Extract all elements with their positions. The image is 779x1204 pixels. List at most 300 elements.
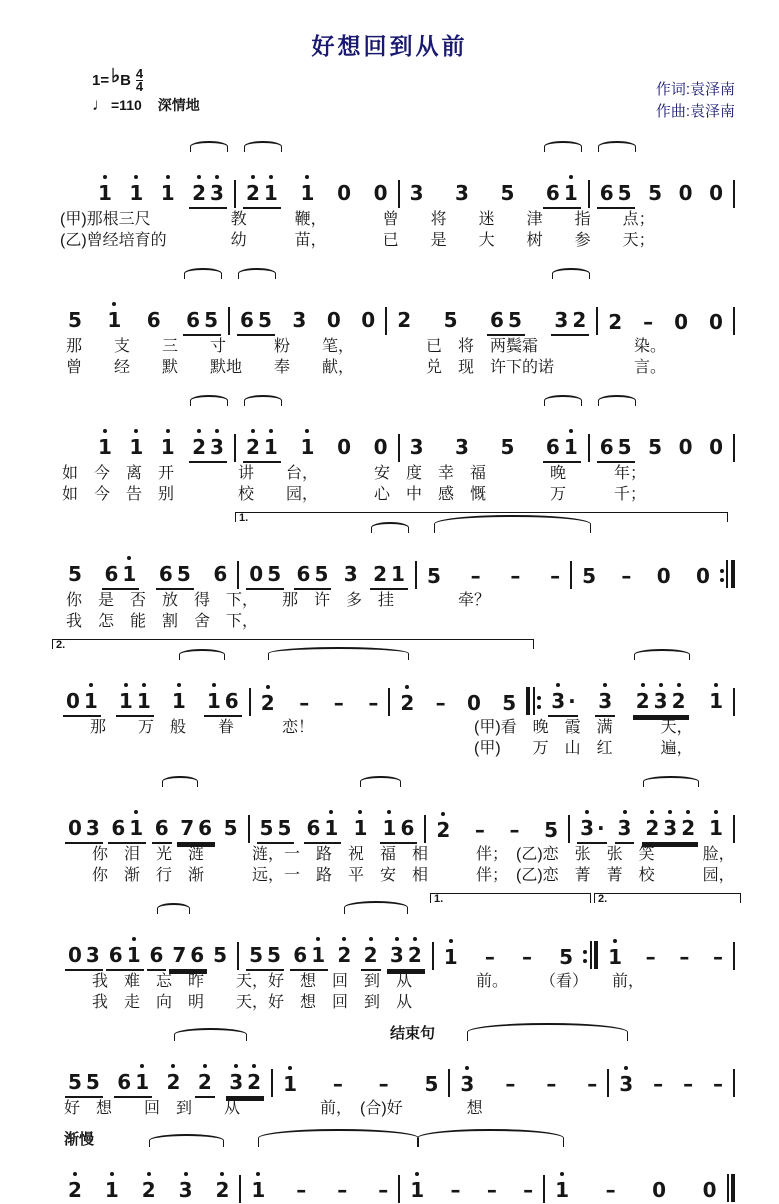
system [0, 1126, 735, 1204]
note: 1 [555, 1178, 570, 1202]
dash-note: – [486, 1178, 497, 1202]
note: 1 [98, 435, 112, 459]
dash-note: – [470, 564, 481, 588]
note-group [221, 816, 241, 842]
composer: 作曲:袁泽南 [655, 103, 735, 120]
note-group [394, 308, 414, 334]
note: 5 [617, 435, 632, 459]
note: 3 [210, 181, 224, 205]
note: 1 [171, 689, 186, 713]
measure [236, 181, 398, 209]
thin-bar [727, 1174, 729, 1202]
note-group [547, 564, 563, 590]
dash-note: – [523, 1178, 534, 1202]
note: 5 [176, 562, 191, 586]
system [0, 131, 735, 251]
note-group [102, 1178, 122, 1204]
note: 5 [500, 181, 515, 205]
note: 6 [599, 435, 614, 459]
note: 2 [166, 1070, 181, 1094]
note: 6 [293, 943, 308, 967]
note-group [126, 181, 146, 207]
note: 5 [502, 691, 517, 715]
dash-note: – [645, 945, 656, 969]
note: 1 [122, 562, 137, 586]
note-group [376, 1072, 392, 1098]
note-group [584, 1072, 600, 1098]
measure [239, 943, 432, 971]
slur-arc [179, 649, 225, 660]
note: 3 [663, 816, 678, 840]
note-group [246, 562, 284, 590]
note: 3 [85, 816, 100, 840]
note-group [248, 1178, 268, 1204]
measure [390, 691, 526, 717]
note-group [204, 689, 242, 717]
dash-note: – [435, 691, 446, 715]
slur-arc [162, 776, 198, 787]
volta-number: 2. [56, 639, 66, 651]
note: 2 [246, 181, 260, 205]
measure [417, 564, 570, 590]
note-group [499, 691, 519, 717]
note-group [507, 818, 523, 844]
note-group [324, 308, 344, 334]
note-group [407, 435, 427, 461]
note-group [63, 689, 101, 717]
repeat-barline [720, 561, 735, 589]
note: 1 [160, 181, 175, 205]
rest-note: 0 [656, 564, 671, 588]
note-group [421, 1072, 441, 1098]
barline [733, 1069, 735, 1097]
note-group [65, 1178, 85, 1204]
lyrics-line: (乙)曾经培育的 幼 苗， 已 是 大 树 参 天； [60, 232, 655, 249]
dot [720, 569, 724, 573]
note: 3 [554, 308, 569, 332]
slur-arc [258, 1129, 419, 1147]
dot-after-note: · [568, 689, 576, 713]
note-group [452, 181, 472, 207]
notes-row [0, 639, 735, 717]
note: 3 [653, 689, 668, 713]
measure [56, 689, 249, 717]
rest-note: 0 [702, 1178, 717, 1202]
note-group [605, 945, 625, 971]
note: 2 [397, 308, 412, 332]
note: 5 [544, 818, 559, 842]
key-signature [92, 67, 200, 93]
slur-arc [634, 649, 690, 660]
note-group [448, 1178, 464, 1204]
key-letter: B [120, 71, 131, 89]
lyrics-line: (甲)那根三尺 教 鞭， 曾 将 迷 津 指 点； [60, 211, 655, 228]
note-group [643, 945, 659, 971]
note: 6 [240, 308, 254, 332]
note-group [645, 435, 665, 461]
note: 3 [343, 562, 358, 586]
lyrics-line: 那 万 般 眷 恋！ (甲)看 晚 霞 满 天， [58, 719, 693, 736]
slur-arc [174, 1028, 247, 1041]
note: 1 [300, 435, 315, 459]
barline [733, 688, 735, 716]
measure [609, 1072, 733, 1098]
note-group [380, 816, 418, 844]
note: 1 [300, 181, 315, 205]
note: 6 [306, 816, 321, 840]
note: 5 [259, 816, 274, 840]
note: 7 [172, 943, 187, 967]
note: 2 [215, 1178, 230, 1202]
note-group [543, 1072, 559, 1098]
final-barline [727, 1175, 736, 1203]
rest-note: 0 [337, 181, 351, 205]
barline [733, 434, 735, 462]
note-group [482, 945, 498, 971]
measure [426, 818, 568, 844]
note-group [370, 562, 408, 590]
note-group [147, 943, 167, 971]
volta-bracket [430, 893, 591, 903]
dash-note: – [378, 1178, 389, 1202]
volta-bracket [235, 512, 728, 522]
rest-note: 0 [709, 310, 723, 334]
volta-bracket [52, 639, 534, 649]
measure [239, 562, 415, 590]
note-group [139, 1178, 159, 1204]
note-group [693, 564, 713, 590]
thick-bar [731, 560, 735, 588]
dash-note: – [605, 1178, 616, 1202]
note-group [387, 943, 425, 971]
thin-bar [533, 687, 535, 715]
note-group [226, 1070, 264, 1098]
dash-note: – [712, 1072, 723, 1096]
repeat-dots [720, 569, 724, 582]
note-group [243, 181, 281, 209]
note-group [407, 181, 427, 207]
thin-bar [590, 941, 592, 969]
measure [58, 1070, 271, 1098]
note-group [334, 435, 354, 461]
slur-arc [598, 395, 636, 406]
note: 5 [500, 435, 515, 459]
dot [583, 959, 587, 963]
song-title: 好想回到从前 [311, 34, 468, 59]
lyrics-line: 你 渐 行 渐 远，一 路 平 安 相 伴； (乙)恋 菁 菁 校 园， [92, 867, 735, 884]
note-group [158, 181, 178, 207]
note: 2 [141, 1178, 156, 1202]
note-group [290, 943, 328, 971]
note: 5 [507, 308, 522, 332]
note-group [371, 435, 391, 461]
system [0, 639, 735, 759]
measure [400, 435, 588, 463]
volta-number: 1. [434, 893, 444, 905]
note: 1 [104, 1178, 119, 1202]
note: 1 [443, 945, 458, 969]
note-group [706, 816, 726, 842]
note-group [507, 564, 523, 590]
lyrics-line: (甲) 万 山 红 遍， [58, 740, 693, 757]
rest-note: 0 [361, 308, 376, 332]
note-group [595, 689, 615, 717]
note: 3 [409, 181, 424, 205]
rest-note: 0 [678, 435, 693, 459]
note-group [618, 564, 634, 590]
note-group [556, 945, 576, 971]
dash-note: – [505, 1072, 516, 1096]
lyricist: 作词:袁泽南 [655, 81, 735, 98]
dash-note: – [509, 818, 520, 842]
note: 1 [129, 435, 144, 459]
note-group [371, 181, 391, 207]
measure [598, 310, 733, 336]
note: 1 [135, 1070, 150, 1094]
note-group [548, 689, 578, 717]
measure [400, 1178, 543, 1204]
note-group [334, 1178, 350, 1204]
rest-note: 0 [68, 943, 82, 967]
measure [273, 1072, 448, 1098]
repeat-barline [583, 942, 598, 970]
notes-row [0, 258, 735, 336]
measure [241, 1178, 398, 1204]
note-group [407, 1178, 427, 1204]
note: 2 [337, 943, 352, 967]
barline [733, 942, 735, 970]
note-group [706, 181, 726, 207]
note-group [304, 816, 342, 844]
tempo-value: =110 [111, 97, 142, 113]
measure [236, 435, 398, 463]
dot-after-note: · [597, 816, 605, 840]
dash-note: – [683, 1072, 694, 1096]
note: 1 [83, 689, 98, 713]
rest-note: 0 [326, 308, 341, 332]
note: 1 [709, 689, 723, 713]
note-group [212, 1178, 232, 1204]
dash-note: – [546, 1072, 557, 1096]
note-group [189, 181, 227, 209]
note: 2 [192, 435, 207, 459]
thick-bar [526, 687, 530, 715]
note: 1 [129, 816, 144, 840]
note-group [189, 435, 227, 463]
repeat-barline [526, 688, 541, 716]
note: 6 [296, 562, 311, 586]
note: 6 [117, 1070, 132, 1094]
note: 2 [247, 1070, 262, 1094]
note-group [65, 816, 103, 844]
note: 3 [178, 1178, 193, 1202]
note: 6 [545, 181, 560, 205]
note-group [210, 562, 230, 588]
note-group [334, 943, 354, 969]
slur-arc [544, 141, 582, 152]
notes-row [0, 893, 735, 971]
lyrics-line: 你 是 否 放 得 下， 那 许 多 挂 牵？ [66, 592, 491, 609]
slur-arc [244, 395, 282, 406]
note-group [331, 691, 347, 717]
note: 5 [559, 945, 574, 969]
note-group [114, 1070, 152, 1098]
note-group [358, 308, 378, 334]
expression-text: 深情地 [157, 97, 200, 113]
notes-row [0, 1020, 735, 1098]
note: 3 [619, 1072, 634, 1096]
note: 2 [373, 562, 388, 586]
lyrics-line: 如 今 告 别 校 园， 心 中 感 慨 万 千； [62, 486, 647, 503]
note: 6 [198, 816, 213, 840]
note: 1 [283, 1072, 298, 1096]
rest-note: 0 [709, 181, 723, 205]
dot [720, 578, 724, 582]
system [0, 512, 735, 632]
measure [58, 308, 228, 336]
slur-arc [552, 268, 590, 279]
notes-row [0, 1126, 735, 1204]
note: 6 [111, 816, 126, 840]
note: 3 [229, 1070, 244, 1094]
note-group [597, 181, 635, 209]
rest-note: 0 [249, 562, 264, 586]
note-group [502, 1072, 518, 1098]
note-group [375, 1178, 391, 1204]
note-group [104, 308, 124, 334]
dash-note: – [510, 564, 521, 588]
note: 6 [224, 689, 239, 713]
note-group [520, 1178, 536, 1204]
note-group [397, 691, 417, 717]
time-signature [135, 65, 144, 94]
measure [230, 308, 385, 336]
note-group [176, 1178, 196, 1204]
note-group [341, 562, 361, 588]
lyrics-line: 我 难 忘 昨 天，好 想 回 到 从 前。 （看） 前， [92, 973, 645, 990]
note: 1 [353, 816, 368, 840]
dash-note: – [299, 691, 310, 715]
note: 1 [263, 435, 278, 459]
note-group [298, 181, 318, 207]
rest-note: 0 [68, 816, 82, 840]
measure [387, 308, 596, 336]
dash-note: – [474, 818, 485, 842]
note-group [65, 308, 85, 334]
note: 2 [608, 310, 623, 334]
note: 1 [98, 181, 112, 205]
note-group [95, 435, 115, 461]
note-group [710, 1072, 726, 1098]
rest-note: 0 [337, 435, 351, 459]
note-group [350, 816, 370, 842]
note: 2 [68, 1178, 82, 1202]
dash-note: – [484, 945, 495, 969]
note: 3 [210, 435, 224, 459]
note-group [293, 1178, 309, 1204]
rest-note: 0 [66, 689, 80, 713]
note-group [294, 562, 332, 590]
time-top: 4 [135, 65, 144, 81]
note-group [597, 435, 635, 463]
note-group [452, 435, 472, 461]
lyrics-line: 我 怎 能 割 舍 下， [66, 613, 259, 630]
note: 5 [314, 562, 329, 586]
note-group [177, 816, 215, 844]
slur-arc [344, 901, 408, 914]
note-group [361, 943, 381, 971]
note-group [519, 945, 535, 971]
note: 1 [563, 181, 578, 205]
note-group [710, 945, 726, 971]
slur-arc [643, 776, 699, 787]
dash-note: – [296, 1178, 307, 1202]
dash-note: – [679, 945, 690, 969]
note-group [700, 1178, 720, 1204]
rest-note: 0 [678, 181, 693, 205]
slur-arc [598, 141, 636, 152]
rest-note: 0 [467, 691, 481, 715]
note-group [126, 435, 146, 461]
slur-arc [544, 395, 582, 406]
note: 1 [206, 689, 221, 713]
dash-note: – [621, 564, 632, 588]
note: 5 [68, 1070, 82, 1094]
measure [400, 181, 588, 209]
note-group [541, 818, 561, 844]
note: 3 [409, 435, 424, 459]
note-group [164, 1070, 184, 1096]
note-group [334, 181, 354, 207]
system [0, 766, 735, 886]
note: 1 [118, 689, 133, 713]
note: 5 [204, 308, 219, 332]
rest-note: 0 [373, 181, 388, 205]
note: 6 [104, 562, 119, 586]
note: 2 [192, 181, 207, 205]
note-group [169, 943, 207, 971]
note: 2 [635, 689, 650, 713]
note: 3 [617, 816, 632, 840]
note: 5 [267, 943, 281, 967]
note: 2 [260, 691, 275, 715]
note-group [497, 181, 517, 207]
barline [733, 180, 735, 208]
measure [590, 435, 733, 463]
note-group [195, 1070, 215, 1098]
note-group [365, 691, 381, 717]
note: 1 [129, 181, 144, 205]
note-group [183, 308, 221, 336]
note: 5 [648, 435, 663, 459]
note: 5 [249, 943, 264, 967]
dash-note: – [368, 691, 379, 715]
note: 3 [455, 181, 469, 205]
lyrics-line: 如 今 离 开 讲 台， 安 度 幸 福 晚 年； [62, 465, 647, 482]
dash-note: – [333, 691, 344, 715]
note-group [645, 181, 665, 207]
volta-number: 1. [239, 512, 249, 524]
rest-note: 0 [652, 1178, 667, 1202]
dash-note: – [337, 1178, 348, 1202]
note-group [615, 816, 635, 844]
dot [583, 950, 587, 954]
note-group [484, 1178, 500, 1204]
volta-number: 2. [598, 893, 608, 905]
measure [450, 1072, 607, 1098]
lyrics-line: 我 走 向 明 天，好 想 回 到 从 [92, 994, 413, 1011]
note: 3 [580, 816, 595, 840]
